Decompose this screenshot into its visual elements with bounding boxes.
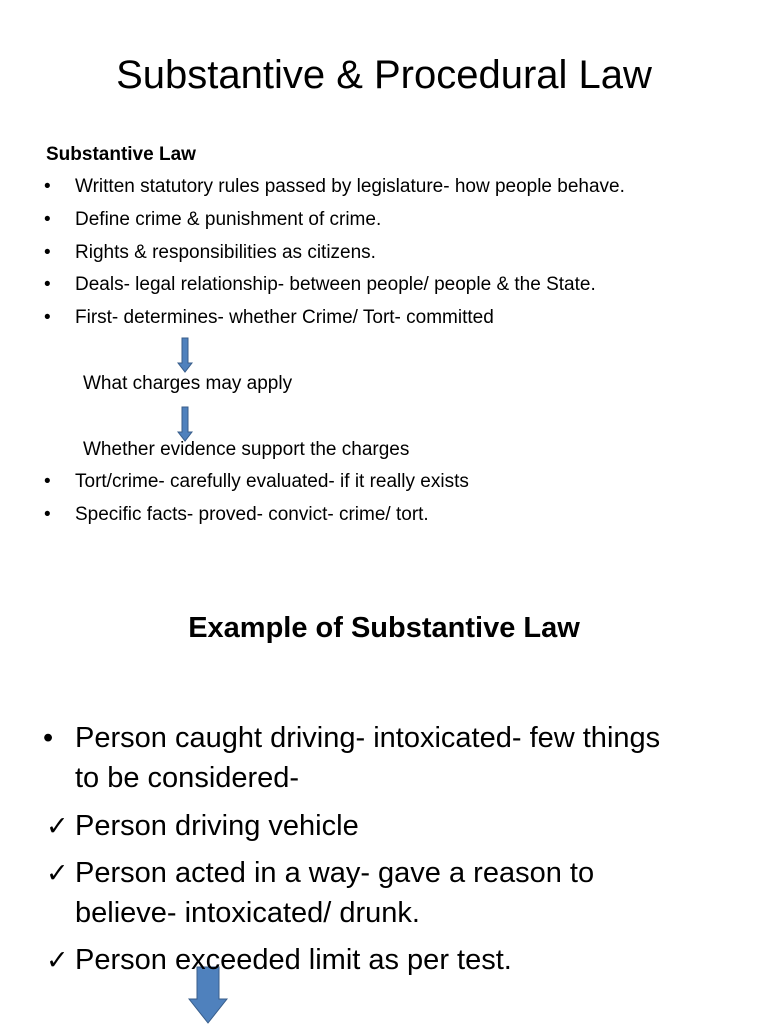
list-item: First- determines- whether Crime/ Tort- committed [75, 307, 494, 328]
bullet-icon: • [43, 722, 54, 754]
check-item: Person exceeded limit as per test. [75, 944, 512, 976]
checkmark-icon: ✓ [46, 858, 69, 888]
checkmark-icon: ✓ [46, 945, 69, 975]
flow-step-charges: What charges may apply [83, 373, 293, 394]
bullet-icon: • [44, 176, 51, 197]
page-title: Substantive & Procedural Law [116, 53, 652, 97]
example-bullet-line: Person caught driving- intoxicated- few things [75, 722, 661, 754]
check-item: Person driving vehicle [75, 810, 359, 842]
arrow-down-icon [177, 337, 193, 373]
example-heading: Example of Substantive Law [188, 612, 580, 644]
bullet-icon: • [44, 504, 51, 525]
bullet-icon: • [44, 209, 51, 230]
bullet-icon: • [44, 307, 51, 328]
list-item: Rights & responsibilities as citizens. [75, 242, 376, 263]
list-item: Define crime & punishment of crime. [75, 209, 382, 230]
bullet-icon: • [44, 242, 51, 263]
bullet-icon: • [44, 471, 51, 492]
list-item: Specific facts- proved- convict- crime/ tort. [75, 504, 429, 525]
check-item-continuation: believe- intoxicated/ drunk. [75, 897, 420, 929]
flow-step-evidence: Whether evidence support the charges [83, 439, 410, 460]
list-item: Written statutory rules passed by legislature- how people behave. [75, 176, 625, 197]
arrow-down-icon [177, 406, 193, 442]
example-bullet-line: to be considered- [75, 762, 300, 794]
check-item: Person acted in a way- gave a reason to [75, 857, 595, 889]
checkmark-icon: ✓ [46, 811, 69, 841]
list-item: Tort/crime- carefully evaluated- if it really exists [75, 471, 469, 492]
bullet-icon: • [44, 274, 51, 295]
list-item: Deals- legal relationship- between people/ people & the State. [75, 274, 596, 295]
substantive-law-heading: Substantive Law [46, 144, 196, 165]
